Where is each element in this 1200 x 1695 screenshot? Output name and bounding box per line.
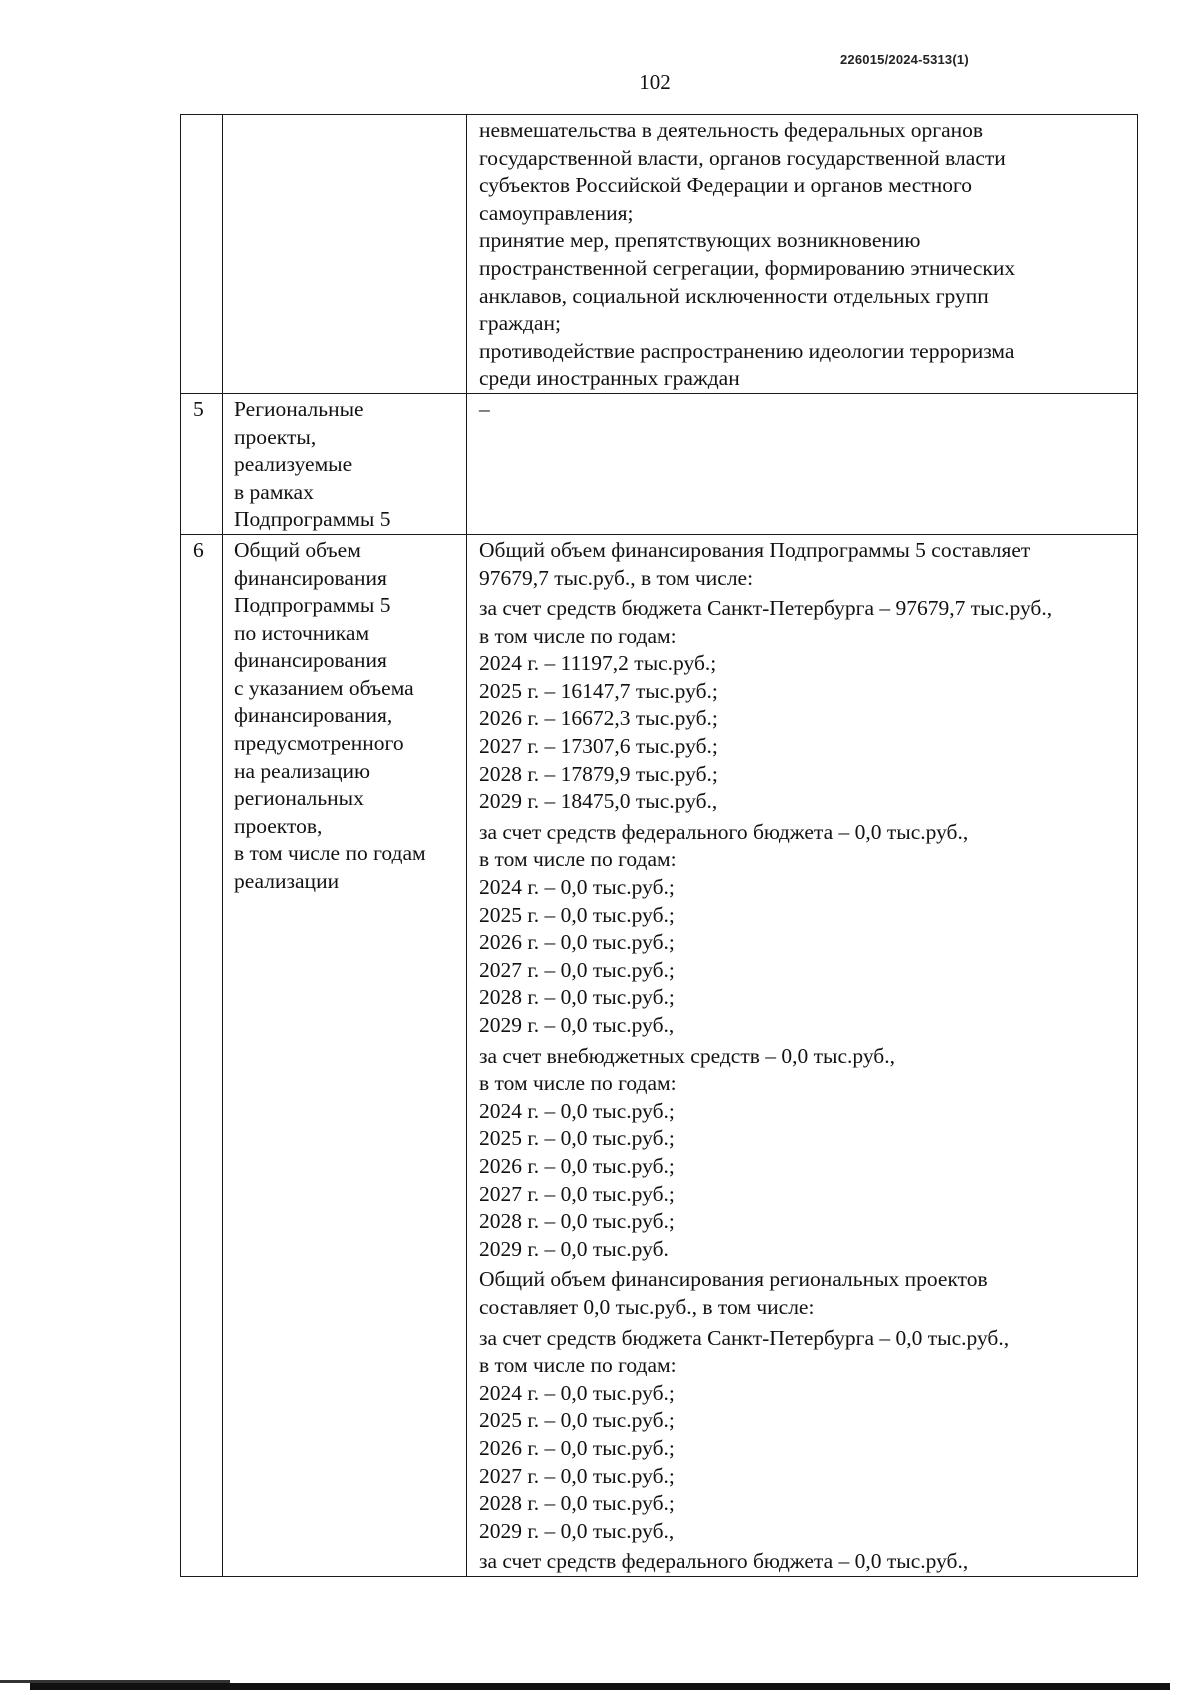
text-line: в том числе по годам bbox=[234, 841, 426, 866]
text-line: 2028 г. – 17879,9 тыс.руб.; bbox=[479, 761, 718, 786]
page-number: 102 bbox=[639, 70, 671, 94]
text-line: 2024 г. – 0,0 тыс.руб.; bbox=[479, 875, 675, 900]
text-line: в том числе по годам: bbox=[479, 1071, 677, 1096]
text-line: за счет средств бюджета Санкт-Петербурга – 0,0 тыс.руб., bbox=[479, 1325, 1010, 1350]
row-label-cell bbox=[223, 115, 467, 394]
table-row-6 bbox=[181, 534, 1138, 1576]
text-line: в том числе по годам: bbox=[479, 847, 677, 872]
text-line: в том числе по годам: bbox=[479, 623, 677, 648]
text-line: региональных bbox=[234, 786, 364, 811]
text-line: анклавов, социальной исключенности отдельных групп bbox=[479, 283, 989, 308]
row-label-cell bbox=[223, 393, 467, 534]
text-line: Общий объем финансирования Подпрограммы 5 составляет bbox=[479, 537, 1031, 562]
text-line: пространственной сегрегации, формированию этнических bbox=[479, 255, 1016, 280]
text-line: проектов, bbox=[234, 813, 323, 838]
text-line: 97679,7 тыс.руб., в том числе: bbox=[479, 565, 754, 590]
text-line: 2026 г. – 0,0 тыс.руб.; bbox=[479, 1435, 675, 1460]
text-line: 2027 г. – 17307,6 тыс.руб.; bbox=[479, 734, 718, 759]
text-line: 2024 г. – 0,0 тыс.руб.; bbox=[479, 1380, 675, 1405]
funding-paragraph bbox=[479, 1266, 1131, 1321]
text-line: Общий объем bbox=[234, 537, 361, 562]
text-line: финансирования, bbox=[234, 703, 393, 728]
text-line: реализуемые bbox=[234, 452, 353, 477]
row-number-cell: 5 bbox=[181, 393, 223, 534]
row-label-cell bbox=[223, 534, 467, 1576]
text-line: 2029 г. – 18475,0 тыс.руб., bbox=[479, 789, 718, 814]
text-line: предусмотренного bbox=[234, 731, 404, 756]
text-line: с указанием объема bbox=[234, 675, 414, 700]
row-number-cell: 6 bbox=[181, 534, 223, 1576]
text-line: Региональные bbox=[234, 396, 364, 421]
row-content-cell bbox=[467, 534, 1138, 1576]
text-line: 2025 г. – 0,0 тыс.руб.; bbox=[479, 1408, 675, 1433]
text-line: 2024 г. – 11197,2 тыс.руб.; bbox=[479, 651, 717, 676]
document-id: 226015/2024-5313(1) bbox=[840, 52, 969, 67]
text-line: проекты, bbox=[234, 424, 317, 449]
text-line: 2028 г. – 0,0 тыс.руб.; bbox=[479, 985, 675, 1010]
funding-paragraph bbox=[479, 595, 1131, 816]
funding-paragraph bbox=[479, 819, 1131, 1040]
text-line: 2025 г. – 0,0 тыс.руб.; bbox=[479, 902, 675, 927]
text-line: Общий объем финансирования региональных проектов bbox=[479, 1267, 988, 1292]
text-line: финансирования bbox=[234, 565, 387, 590]
row-content-cell: – bbox=[467, 393, 1138, 534]
text-line: 2028 г. – 0,0 тыс.руб.; bbox=[479, 1209, 675, 1234]
text-line: 2026 г. – 16672,3 тыс.руб.; bbox=[479, 706, 718, 731]
table-row-continuation bbox=[181, 115, 1138, 394]
text-line: реализации bbox=[234, 869, 340, 894]
text-line: 2029 г. – 0,0 тыс.руб., bbox=[479, 1013, 675, 1037]
text-line: 2027 г. – 0,0 тыс.руб.; bbox=[479, 1463, 675, 1488]
text-line: граждан; bbox=[479, 311, 561, 336]
table-row-5 bbox=[181, 393, 1138, 534]
text-line: финансирования bbox=[234, 648, 387, 673]
text-line: в том числе по годам: bbox=[479, 1353, 677, 1378]
funding-paragraph bbox=[479, 1548, 1131, 1576]
text-line: 2025 г. – 0,0 тыс.руб.; bbox=[479, 1126, 675, 1151]
passport-table bbox=[180, 114, 1138, 1577]
text-line: за счет внебюджетных средств – 0,0 тыс.руб., bbox=[479, 1043, 895, 1068]
text-line: субъектов Российской Федерации и органов местного bbox=[479, 173, 973, 198]
text-line: среди иностранных граждан bbox=[479, 366, 740, 391]
text-line: за счет средств федерального бюджета – 0,0 тыс.руб., bbox=[479, 819, 969, 844]
text-line: за счет средств бюджета Санкт-Петербурга – 97679,7 тыс.руб., bbox=[479, 596, 1053, 621]
text-line: 2028 г. – 0,0 тыс.руб.; bbox=[479, 1491, 675, 1516]
text-line: 2026 г. – 0,0 тыс.руб.; bbox=[479, 1153, 675, 1178]
text-line: составляет 0,0 тыс.руб., в том числе: bbox=[479, 1294, 815, 1319]
text-line: противодействие распространению идеологии терроризма bbox=[479, 338, 1015, 363]
scan-edge-bar bbox=[30, 1683, 1170, 1690]
text-line: 2027 г. – 0,0 тыс.руб.; bbox=[479, 1181, 675, 1206]
text-line: 2024 г. – 0,0 тыс.руб.; bbox=[479, 1098, 675, 1123]
text-line: 2029 г. – 0,0 тыс.руб. bbox=[479, 1236, 669, 1261]
funding-paragraph bbox=[479, 537, 1131, 592]
text-line: по источникам bbox=[234, 620, 370, 645]
text-line: 2029 г. – 0,0 тыс.руб., bbox=[479, 1518, 675, 1543]
text-line: 2025 г. – 16147,7 тыс.руб.; bbox=[479, 678, 718, 703]
text-line: принятие мер, препятствующих возникновению bbox=[479, 228, 921, 253]
text-line: в рамках bbox=[234, 479, 314, 504]
row-number-cell bbox=[181, 115, 223, 394]
text-line: Подпрограммы 5 bbox=[234, 593, 391, 618]
text-line: государственной власти, органов государственной власти bbox=[479, 145, 1006, 170]
text-line: невмешательства в деятельность федеральных органов bbox=[479, 118, 984, 142]
funding-paragraph bbox=[479, 1325, 1131, 1546]
text-line: за счет средств федерального бюджета – 0,0 тыс.руб., bbox=[479, 1549, 969, 1574]
row-content-cell bbox=[467, 115, 1138, 394]
text-line: 2027 г. – 0,0 тыс.руб.; bbox=[479, 957, 675, 982]
funding-paragraph bbox=[479, 1043, 1131, 1264]
text-line: 2026 г. – 0,0 тыс.руб.; bbox=[479, 930, 675, 955]
text-line: Подпрограммы 5 bbox=[234, 507, 391, 532]
text-line: самоуправления; bbox=[479, 200, 634, 225]
text-line: на реализацию bbox=[234, 758, 371, 783]
